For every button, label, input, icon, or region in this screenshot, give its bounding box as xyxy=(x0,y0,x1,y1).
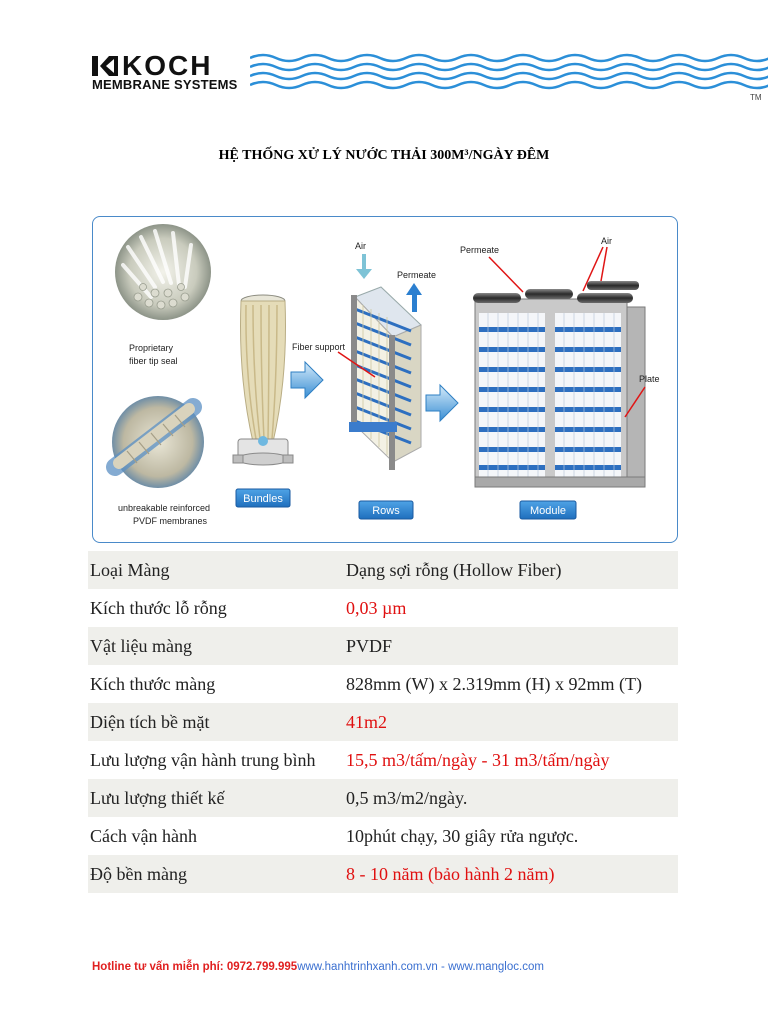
spec-label: Kích thước lỗ rỗng xyxy=(88,589,344,627)
spec-label: Lưu lượng thiết kế xyxy=(88,779,344,817)
spec-value: 15,5 m3/tấm/ngày - 31 m3/tấm/ngày xyxy=(344,741,678,779)
arrow-right-icon xyxy=(426,385,458,421)
hotline-text: Hotline tư vấn miễn phí: 0972.799.995 xyxy=(92,961,298,973)
spec-label: Kích thước màng xyxy=(88,665,344,703)
permeate-label-module: Permeate xyxy=(460,245,500,255)
spec-row xyxy=(88,703,678,741)
spec-label: Độ bền màng xyxy=(88,855,344,893)
spec-row xyxy=(88,817,678,855)
air-label-rows: Air xyxy=(355,241,366,251)
spec-label: Lưu lượng vận hành trung bình xyxy=(88,741,344,779)
logo-brand: KOCH xyxy=(122,50,213,81)
spec-row xyxy=(88,779,678,817)
spec-row xyxy=(88,551,678,589)
spec-value: 41m2 xyxy=(344,703,678,741)
air-pointer-2 xyxy=(601,247,607,281)
website-link-2[interactable]: www.mangloc.com xyxy=(448,961,544,973)
permeate-label-rows: Permeate xyxy=(397,270,437,280)
bundles-stage-label xyxy=(236,489,290,507)
spec-value: PVDF xyxy=(344,627,678,665)
plate-label: Plate xyxy=(639,374,660,384)
arrow-right-icon xyxy=(291,362,323,398)
page-title: HỆ THỐNG XỬ LÝ NƯỚC THẢI 300M³/NGÀY ĐÊM xyxy=(218,148,550,163)
spec-value: 0,5 m3/m2/ngày. xyxy=(344,779,678,817)
rows-label: Rows xyxy=(372,505,400,517)
spec-row xyxy=(88,589,678,627)
bundles-label: Bundles xyxy=(243,493,283,505)
arrow-up-icon xyxy=(406,283,422,295)
reinforced-label-line2: PVDF membranes xyxy=(133,516,208,526)
spec-value: 10phút chạy, 30 giây rửa ngược. xyxy=(344,817,678,855)
spec-value: 0,03 µm xyxy=(344,589,678,627)
module-stage-label xyxy=(520,501,576,519)
logo-subtitle: MEMBRANE SYSTEMS xyxy=(92,77,238,92)
rows-stage-label xyxy=(359,501,413,519)
reinforced-membrane-image xyxy=(112,396,204,488)
water-waves-icon xyxy=(250,52,768,92)
membrane-rows-image xyxy=(349,287,421,470)
trademark: TM xyxy=(750,93,762,102)
spec-label: Cách vận hành xyxy=(88,817,344,855)
fiber-bundle-image xyxy=(233,295,293,465)
reinforced-label-line1: unbreakable reinforced xyxy=(118,503,211,513)
permeate-outlet-arrow-stem xyxy=(412,294,417,312)
spec-table xyxy=(88,551,678,893)
fiber-tip-label-line2: fiber tip seal xyxy=(129,356,178,366)
fiber-support-label: Fiber support xyxy=(292,342,346,352)
footer-separator: - xyxy=(437,961,449,973)
spec-label: Loại Màng xyxy=(88,551,344,589)
footer-contact xyxy=(92,961,544,973)
fiber-tip-label-line1: Proprietary xyxy=(129,343,174,353)
fiber-tip-seal-image xyxy=(115,224,211,320)
spec-label: Vật liệu màng xyxy=(88,627,344,665)
air-inlet-arrow-stem xyxy=(362,254,366,270)
spec-row xyxy=(88,665,678,703)
membrane-module-image xyxy=(473,281,645,487)
spec-value: 828mm (W) x 2.319mm (H) x 92mm (T) xyxy=(344,665,678,703)
spec-row xyxy=(88,627,678,665)
koch-k-emblem-icon xyxy=(92,56,118,76)
spec-row xyxy=(88,741,678,779)
module-label: Module xyxy=(529,505,567,517)
air-label-module: Air xyxy=(601,236,612,246)
permeate-pointer-1 xyxy=(489,257,523,292)
koch-logo xyxy=(92,50,768,105)
spec-value: 8 - 10 năm (bảo hành 2 năm) xyxy=(344,855,678,893)
arrow-down-icon xyxy=(356,269,372,279)
spec-value: Dạng sợi rỗng (Hollow Fiber) xyxy=(344,551,678,589)
spec-label: Diện tích bề mặt xyxy=(88,703,344,741)
spec-row xyxy=(88,855,678,893)
membrane-diagram xyxy=(92,216,678,543)
website-link-1[interactable]: www.hanhtrinhxanh.com.vn xyxy=(297,961,438,973)
